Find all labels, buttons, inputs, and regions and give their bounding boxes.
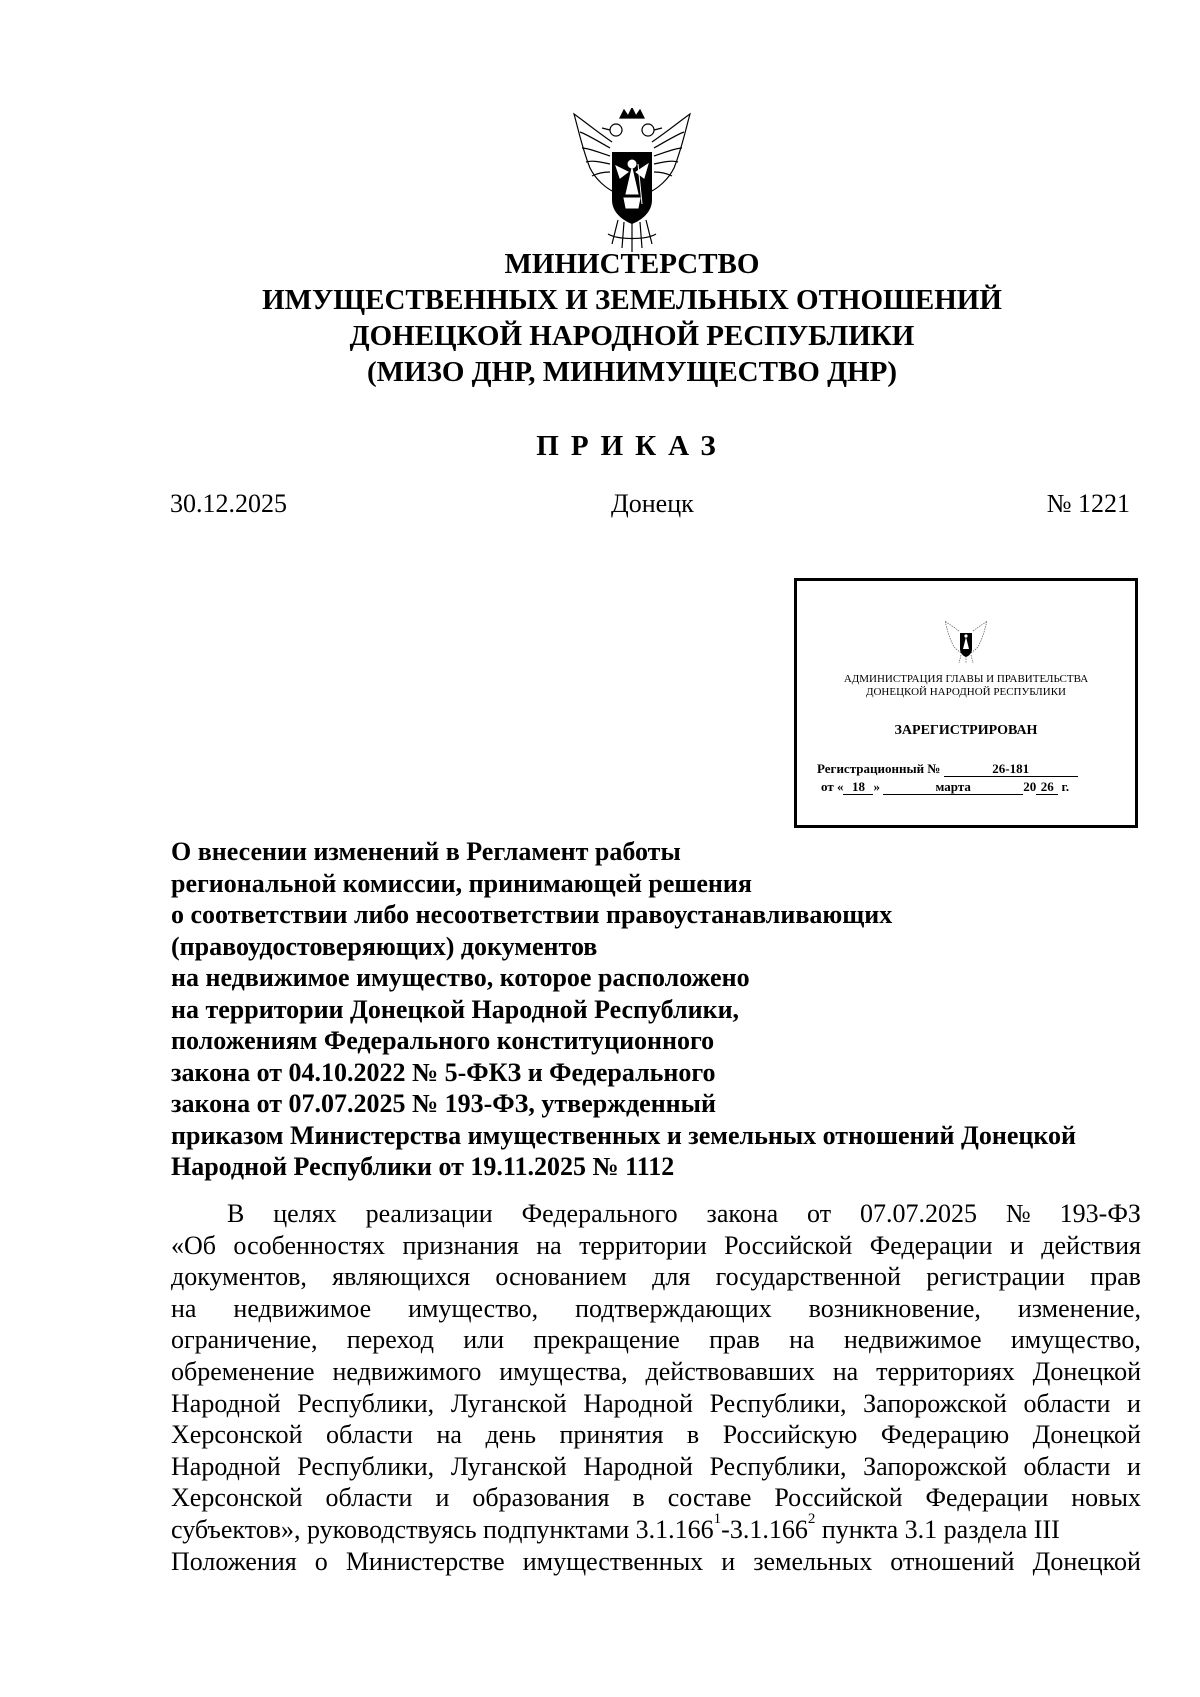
- body-word: или: [463, 1325, 505, 1355]
- order-body-paragraph: [171, 1198, 1141, 1577]
- ministry-line-1: МИНИСТЕРСТВО: [504, 248, 760, 280]
- body-word: составе: [667, 1483, 752, 1513]
- body-word: переход: [346, 1325, 434, 1355]
- body-word: Министерстве: [345, 1546, 505, 1576]
- stamp-year-prefix: 20: [1023, 779, 1037, 794]
- ministry-line-3: ДОНЕЦКОЙ НАРОДНОЙ РЕСПУБЛИКИ: [349, 320, 915, 352]
- stamp-day: 18: [843, 780, 873, 795]
- body-word: прав: [709, 1325, 760, 1355]
- dnr-coat-of-arms-emblem: [572, 108, 692, 256]
- body-word: признания: [402, 1230, 519, 1260]
- stamp-month: марта: [883, 780, 1023, 795]
- subject-line: на территории Донецкой Народной Республики,: [171, 994, 740, 1024]
- body-line-7: [171, 1388, 1141, 1420]
- subject-line: приказом Министерства имущественных и земельных отношений Донецкой: [171, 1120, 1076, 1150]
- body-word: области: [1023, 1388, 1111, 1418]
- body-word: территории: [579, 1230, 707, 1260]
- order-subject-heading: [171, 836, 1131, 1183]
- stamp-registration-number-row: [817, 761, 1078, 777]
- body-word: Положения: [171, 1546, 297, 1576]
- body-word: Федерацию: [880, 1420, 1010, 1450]
- body-word: принятия: [559, 1420, 664, 1450]
- body-word: недвижимое: [233, 1293, 372, 1323]
- body-word: 193-ФЗ: [1059, 1199, 1141, 1228]
- stamp-date-row: [821, 779, 1069, 795]
- body-line-2: [171, 1230, 1141, 1262]
- body-line-6: [171, 1356, 1141, 1388]
- stamp-admin-line-1: АДМИНИСТРАЦИЯ ГЛАВЫ И ПРАВИТЕЛЬСТВА: [843, 673, 1089, 685]
- body-word: образования: [472, 1483, 610, 1513]
- body-word: на: [536, 1230, 562, 1260]
- body-word: и: [1009, 1230, 1024, 1260]
- document-date: 30.12.2025: [170, 489, 287, 518]
- body-word: в: [686, 1420, 700, 1450]
- body-word: отношений: [890, 1546, 1015, 1576]
- superscript: 1: [713, 1510, 722, 1527]
- body-word: имущество,: [1010, 1325, 1141, 1355]
- stamp-from-label: от «: [821, 779, 844, 794]
- body-line-9: [171, 1451, 1141, 1483]
- body-word: действия: [1041, 1230, 1141, 1260]
- body-word: Херсонской: [171, 1420, 303, 1450]
- body-word: Российской: [724, 1230, 853, 1260]
- subject-line: О внесении изменений в Регламент работы: [171, 837, 681, 866]
- body-word: Российской: [774, 1483, 903, 1513]
- body-word: и: [721, 1546, 736, 1576]
- body-word: новых: [1071, 1483, 1141, 1513]
- body-word: и: [435, 1483, 450, 1513]
- stamp-year-suffix: 26: [1036, 780, 1058, 795]
- body-word: особенностях: [233, 1230, 386, 1260]
- body-word: Луганской: [450, 1451, 567, 1481]
- body-word: обременение: [171, 1356, 315, 1386]
- body-word: возникновение,: [808, 1293, 981, 1323]
- subject-line: закона от 04.10.2022 № 5-ФКЗ и Федерального: [171, 1057, 716, 1087]
- ministry-name-block: [0, 246, 1200, 390]
- body-word: Херсонской: [171, 1483, 303, 1513]
- body-word: земельных: [753, 1546, 873, 1576]
- body-word: недвижимого: [332, 1356, 482, 1386]
- stamp-reg-label: Регистрационный №: [817, 761, 941, 776]
- body-line-10: [171, 1482, 1141, 1514]
- stamp-year-label: г.: [1061, 779, 1070, 794]
- body-line-11-text: [171, 1510, 1060, 1546]
- body-word: в: [632, 1483, 645, 1513]
- body-word: день: [485, 1420, 536, 1450]
- stamp-admin-line-2: ДОНЕЦКОЙ НАРОДНОЙ РЕСПУБЛИКИ: [865, 686, 1066, 698]
- stamp-reg-number: 26-181: [944, 762, 1078, 777]
- body-word: действовавших: [645, 1356, 815, 1386]
- stamp-day-close: »: [873, 779, 880, 794]
- ministry-line-4: (МИЗО ДНР, МИНИМУЩЕСТВО ДНР): [366, 356, 897, 388]
- body-word: на: [436, 1420, 462, 1450]
- body-word: подтверждающих: [575, 1293, 772, 1323]
- body-word: Республики,: [709, 1451, 847, 1481]
- body-word: о: [314, 1546, 328, 1576]
- body-word: недвижимое: [843, 1325, 982, 1355]
- body-word: государственной: [715, 1262, 901, 1292]
- body-word: имущество,: [408, 1293, 539, 1323]
- body-word: прав: [1090, 1262, 1141, 1292]
- body-word: области: [1023, 1451, 1111, 1481]
- registration-stamp: [794, 578, 1138, 828]
- subject-line: о соответствии либо несоответствии правоустанавливающих: [171, 900, 893, 929]
- subject-line: Народной Республики от 19.11.2025 № 1112: [171, 1152, 675, 1181]
- body-word: изменение,: [1017, 1293, 1141, 1323]
- body-word: Народной: [583, 1388, 693, 1418]
- body-word: Федерального: [521, 1199, 678, 1228]
- body-word: Федерации: [925, 1483, 1049, 1513]
- body-word: от: [807, 1199, 832, 1228]
- ministry-line-2: ИМУЩЕСТВЕННЫХ И ЗЕМЕЛЬНЫХ ОТНОШЕНИЙ: [262, 284, 1002, 316]
- body-word: целях: [273, 1199, 337, 1228]
- body-line-1: [171, 1198, 1141, 1230]
- body-word: Луганской: [450, 1388, 567, 1418]
- body-word: Республики,: [297, 1388, 435, 1418]
- body-fragment: -3.1.166: [721, 1514, 808, 1544]
- subject-line: региональной комиссии, принимающей решения: [171, 868, 752, 898]
- body-word: являющихся: [332, 1262, 471, 1292]
- body-fragment: пункта 3.1 раздела III: [815, 1514, 1060, 1544]
- body-word: Донецкой: [1032, 1420, 1141, 1450]
- body-word: имущества,: [499, 1356, 628, 1386]
- body-word: на: [832, 1356, 859, 1386]
- body-line-11: [171, 1510, 1141, 1546]
- body-line-4: [171, 1293, 1141, 1325]
- superscript: 2: [807, 1510, 816, 1527]
- document-number: № 1221: [1046, 489, 1130, 518]
- body-word: Федерации: [869, 1230, 993, 1260]
- body-word: ограничение,: [171, 1325, 318, 1355]
- body-word: на: [789, 1325, 815, 1355]
- body-word: Запорожской: [863, 1451, 1007, 1481]
- body-word: основанием: [495, 1262, 627, 1292]
- body-line-8: [171, 1419, 1141, 1451]
- subject-line: закона от 07.07.2025 № 193-ФЗ, утвержденный: [171, 1089, 716, 1118]
- body-word: и: [1127, 1388, 1141, 1418]
- body-word: Российскую: [722, 1420, 858, 1450]
- body-word: Народной: [583, 1451, 693, 1481]
- body-word: Республики,: [709, 1388, 847, 1418]
- body-word: территориях: [876, 1356, 1015, 1386]
- body-word: Республики,: [297, 1451, 435, 1481]
- body-word: 07.07.2025: [860, 1199, 977, 1228]
- stamp-title: ЗАРЕГИСТРИРОВАН: [894, 723, 1038, 738]
- body-line-3: [171, 1261, 1141, 1293]
- document-type-title: ПРИКАЗ: [536, 430, 728, 462]
- subject-line: положениям Федерального конституционного: [171, 1026, 715, 1055]
- subject-line: (правоудостоверяющих) документов: [171, 931, 598, 961]
- body-word: прекращение: [533, 1325, 680, 1355]
- body-word: закона: [706, 1199, 779, 1228]
- stamp-emblem-icon: [945, 619, 987, 663]
- body-word: Донецкой: [1032, 1546, 1141, 1576]
- body-word: на: [171, 1293, 197, 1323]
- body-line-5: [171, 1324, 1141, 1356]
- body-word: «Об: [171, 1230, 217, 1260]
- body-fragment: субъектов», руководствуясь подпунктами 3.1.166: [171, 1514, 714, 1544]
- body-word: реализации: [365, 1199, 493, 1228]
- stamp-admin-text: [797, 673, 1135, 699]
- document-city: Донецк: [611, 489, 694, 518]
- body-word: области: [326, 1420, 413, 1450]
- body-word: области: [325, 1483, 413, 1513]
- body-word: Народной: [171, 1388, 281, 1418]
- body-line-12: [171, 1546, 1141, 1578]
- body-word: Народной: [171, 1451, 281, 1481]
- body-word: для: [652, 1262, 691, 1292]
- body-word: регистрации: [926, 1262, 1065, 1292]
- body-word: №: [1005, 1199, 1031, 1228]
- body-word: Донецкой: [1032, 1356, 1141, 1386]
- body-word: и: [1127, 1451, 1141, 1481]
- body-word: Запорожской: [863, 1388, 1007, 1418]
- body-word: В: [227, 1199, 245, 1228]
- body-word: документов,: [171, 1262, 307, 1292]
- body-word: имущественных: [522, 1546, 704, 1576]
- subject-line: на недвижимое имущество, которое расположено: [171, 963, 750, 992]
